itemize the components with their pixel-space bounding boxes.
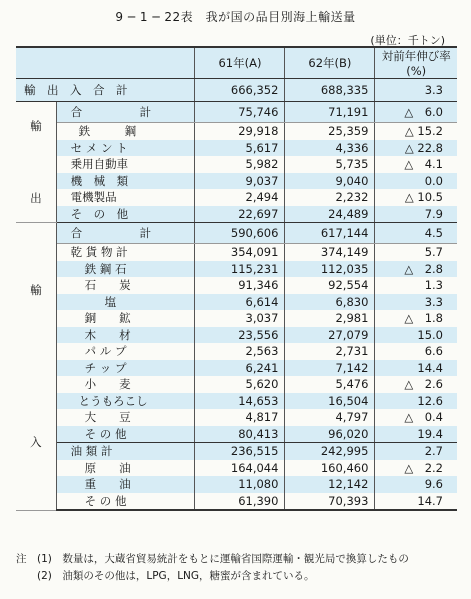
growth-rate: △ 6.0 xyxy=(375,102,457,123)
growth-rate: △ 2.2 xyxy=(375,460,457,477)
value-61: 164,044 xyxy=(195,460,285,477)
import-dry-row xyxy=(16,376,457,393)
row-label: 乗用自動車 xyxy=(56,156,195,173)
category-char: 出 xyxy=(30,191,42,205)
import-dry-row xyxy=(16,277,457,294)
row-label: そ の 他 xyxy=(56,206,195,223)
value-61: 23,556 xyxy=(195,327,285,344)
row-label: 合 計 xyxy=(56,102,195,123)
growth-rate: 3.3 xyxy=(375,294,457,311)
export-row xyxy=(16,173,457,190)
growth-rate: 15.0 xyxy=(375,327,457,344)
header-rate: 対前年伸び率(%) xyxy=(375,47,457,79)
row-label: 油 類 計 xyxy=(56,443,195,460)
value-62: 4,797 xyxy=(285,409,375,426)
value-62: 6,830 xyxy=(285,294,375,311)
value-62: 5,735 xyxy=(285,156,375,173)
growth-rate: 9.6 xyxy=(375,476,457,493)
growth-rate: 12.6 xyxy=(375,393,457,410)
row-label: とうもろこし xyxy=(56,393,195,410)
value-62: 25,359 xyxy=(285,123,375,140)
row-label: 小 麦 xyxy=(56,376,195,393)
import-dry-row xyxy=(16,294,457,311)
value-61: 5,617 xyxy=(195,140,285,157)
import-dry-row xyxy=(16,244,457,261)
growth-rate: 19.4 xyxy=(375,426,457,443)
grand-total-row xyxy=(16,79,457,102)
value-61: 6,241 xyxy=(195,360,285,377)
export-section xyxy=(16,102,457,223)
unit-label: (単位：千トン) xyxy=(370,34,445,47)
row-label: チ ッ プ xyxy=(56,360,195,377)
growth-rate: 5.7 xyxy=(375,244,457,261)
header-61: 61年(A) xyxy=(195,47,285,79)
header-row xyxy=(16,47,457,79)
value-62: 24,489 xyxy=(285,206,375,223)
growth-rate: △ 1.8 xyxy=(375,310,457,327)
value-62: 2,232 xyxy=(285,189,375,206)
growth-rate: 2.7 xyxy=(375,443,457,460)
value-61: 590,606 xyxy=(195,223,285,244)
value-61: 2,563 xyxy=(195,343,285,360)
shipping-volume-table xyxy=(16,46,457,511)
category-label xyxy=(16,102,56,223)
row-label: 合 計 xyxy=(56,223,195,244)
growth-rate: △ 0.4 xyxy=(375,409,457,426)
value-62: 112,035 xyxy=(285,261,375,278)
import-dry-row xyxy=(16,426,457,443)
growth-rate: 14.7 xyxy=(375,493,457,511)
export-row xyxy=(16,140,457,157)
row-label: そ の 他 xyxy=(56,493,195,511)
value-62: 2,731 xyxy=(285,343,375,360)
growth-rate: △ 2.8 xyxy=(375,261,457,278)
import-dry-row xyxy=(16,261,457,278)
export-row xyxy=(16,206,457,223)
growth-rate: 7.9 xyxy=(375,206,457,223)
row-label: 鉄 鋼 xyxy=(56,123,195,140)
value-61: 4,817 xyxy=(195,409,285,426)
value-61: 5,620 xyxy=(195,376,285,393)
value-62: 160,460 xyxy=(285,460,375,477)
row-label: 鉄 鋼 石 xyxy=(56,261,195,278)
value-61: 2,494 xyxy=(195,189,285,206)
growth-rate: △ 2.6 xyxy=(375,376,457,393)
row-label: 乾 貨 物 計 xyxy=(56,244,195,261)
notes xyxy=(16,551,409,585)
value-62: 71,191 xyxy=(285,102,375,123)
category-label xyxy=(16,223,56,511)
growth-rate: △ 10.5 xyxy=(375,189,457,206)
row-label: 大 豆 xyxy=(56,409,195,426)
growth-rate: 0.0 xyxy=(375,173,457,190)
export-row xyxy=(16,123,457,140)
import-oil-row xyxy=(16,493,457,511)
import-oil-row xyxy=(16,476,457,493)
import-oil-row xyxy=(16,460,457,477)
grand-total-b: 688,335 xyxy=(285,79,375,102)
value-62: 7,142 xyxy=(285,360,375,377)
growth-rate: △ 4.1 xyxy=(375,156,457,173)
import-dry-row xyxy=(16,393,457,410)
export-total-row xyxy=(16,102,457,123)
value-61: 91,346 xyxy=(195,277,285,294)
export-row xyxy=(16,156,457,173)
value-62: 70,393 xyxy=(285,493,375,511)
value-61: 61,390 xyxy=(195,493,285,511)
value-61: 5,982 xyxy=(195,156,285,173)
value-62: 96,020 xyxy=(285,426,375,443)
value-62: 4,336 xyxy=(285,140,375,157)
value-61: 3,037 xyxy=(195,310,285,327)
value-61: 14,653 xyxy=(195,393,285,410)
value-61: 29,918 xyxy=(195,123,285,140)
category-char: 輸 xyxy=(30,119,42,133)
row-label: 石 炭 xyxy=(56,277,195,294)
note-1: 注 (1) 数量は，大蔵省貿易統計をもとに運輸省国際運輸・観光局で換算したもの xyxy=(16,553,409,565)
import-oil-row xyxy=(16,443,457,460)
value-62: 5,476 xyxy=(285,376,375,393)
row-label: 原 油 xyxy=(56,460,195,477)
value-62: 12,142 xyxy=(285,476,375,493)
import-dry-row xyxy=(16,343,457,360)
growth-rate: 14.4 xyxy=(375,360,457,377)
export-row xyxy=(16,189,457,206)
grand-total-label: 輸 出 入 合 計 xyxy=(16,79,195,102)
value-61: 11,080 xyxy=(195,476,285,493)
growth-rate: △ 22.8 xyxy=(375,140,457,157)
growth-rate: 6.6 xyxy=(375,343,457,360)
value-61: 6,614 xyxy=(195,294,285,311)
import-total-row xyxy=(16,223,457,244)
import-dry-row xyxy=(16,310,457,327)
value-61: 354,091 xyxy=(195,244,285,261)
value-61: 80,413 xyxy=(195,426,285,443)
row-label: 機 械 類 xyxy=(56,173,195,190)
value-62: 9,040 xyxy=(285,173,375,190)
import-dry-row xyxy=(16,327,457,344)
row-label: 銅 鉱 xyxy=(56,310,195,327)
grand-total-a: 666,352 xyxy=(195,79,285,102)
category-char: 入 xyxy=(30,435,42,450)
row-label: 重 油 xyxy=(56,476,195,493)
note-2: (2) 油類のその他は，LPG，LNG，糖蜜が含まれている。 xyxy=(16,570,315,582)
import-dry-row xyxy=(16,360,457,377)
row-label: そ の 他 xyxy=(56,426,195,443)
value-62: 92,554 xyxy=(285,277,375,294)
growth-rate: 4.5 xyxy=(375,223,457,244)
value-62: 2,981 xyxy=(285,310,375,327)
value-62: 374,149 xyxy=(285,244,375,261)
row-label: 木 材 xyxy=(56,327,195,344)
row-label: セ メ ン ト xyxy=(56,140,195,157)
table-title: 9 ─ 1 ─ 22表 我が国の品目別海上輸送量 xyxy=(115,10,356,24)
import-dry-row xyxy=(16,409,457,426)
row-label: 電機製品 xyxy=(56,189,195,206)
growth-rate: 1.3 xyxy=(375,277,457,294)
import-section xyxy=(16,223,457,511)
value-61: 9,037 xyxy=(195,173,285,190)
value-61: 236,515 xyxy=(195,443,285,460)
value-61: 22,697 xyxy=(195,206,285,223)
value-62: 617,144 xyxy=(285,223,375,244)
growth-rate: △ 15.2 xyxy=(375,123,457,140)
value-61: 115,231 xyxy=(195,261,285,278)
category-char: 輸 xyxy=(30,283,42,298)
header-blank xyxy=(16,47,195,79)
value-61: 75,746 xyxy=(195,102,285,123)
value-62: 242,995 xyxy=(285,443,375,460)
value-62: 27,079 xyxy=(285,327,375,344)
grand-total-rate: 3.3 xyxy=(375,79,457,102)
row-label: 塩 xyxy=(56,294,195,311)
value-62: 16,504 xyxy=(285,393,375,410)
row-label: パ ル プ xyxy=(56,343,195,360)
header-62: 62年(B) xyxy=(285,47,375,79)
